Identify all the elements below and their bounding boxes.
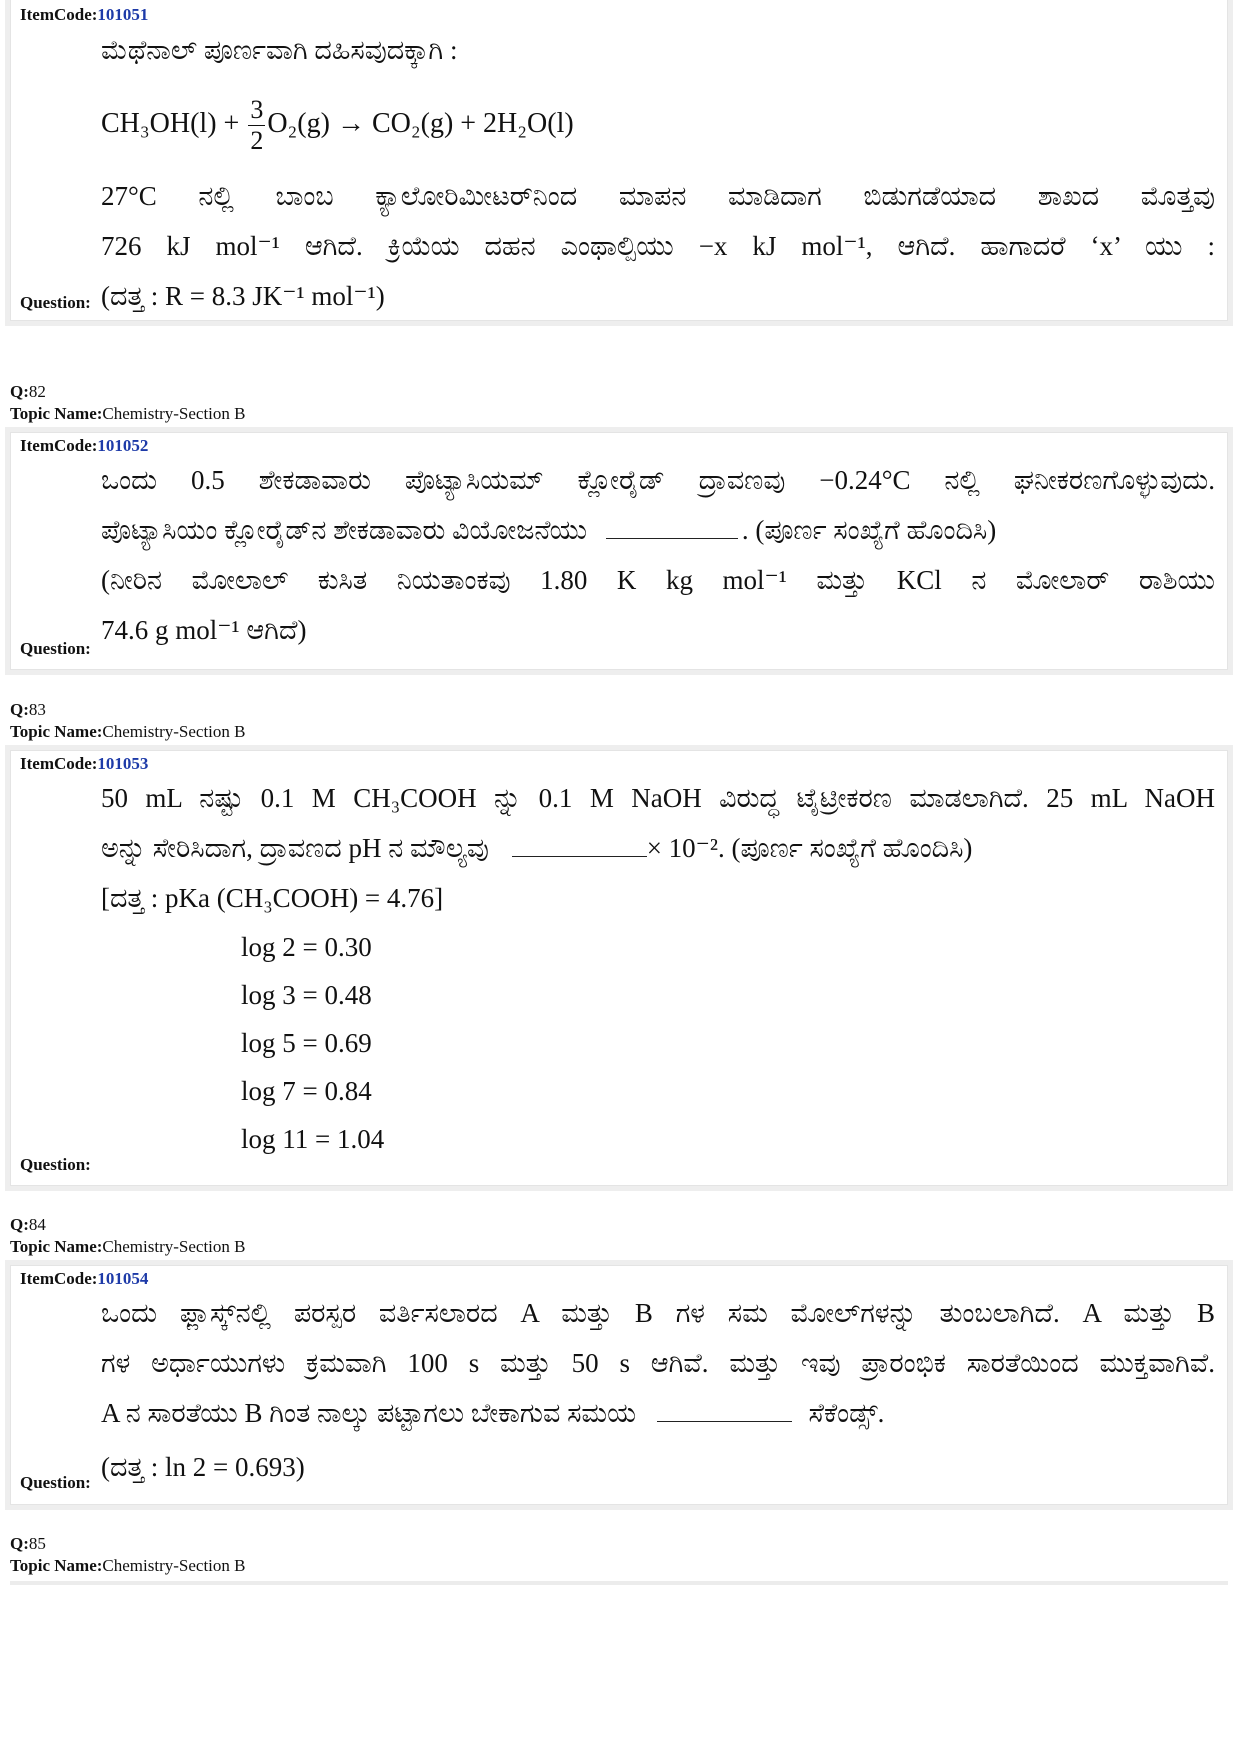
question-line: 74.6 g mol⁻¹ ಆಗಿದೆ) — [101, 615, 307, 645]
topic-row — [10, 403, 245, 425]
q-label: Q: — [10, 700, 29, 719]
question-line: ಒಂದು ಫ್ಲಾಸ್ಕ್‌ನಲ್ಲಿ ಪರಸ್ಪರ ವರ್ತಿಸಲಾರದ A ಮತ್ತು B ಗಳ ಸಮ ಮೋಲ್‌ಗಳನ್ನು ತುಂಬಲಾಗಿದೆ. A ಮತ್ತು B — [101, 1298, 1215, 1328]
question-text: ಸೆಕೆಂಡ್ಸ್. — [808, 1398, 885, 1428]
question-line-with-blank — [101, 505, 1215, 555]
question-number-row — [10, 1214, 245, 1236]
answer-blank — [606, 518, 738, 539]
item-code-value: 101053 — [97, 754, 149, 773]
question-text: . (ಪೂರ್ಣ ಸಂಖ್ಯೆಗೆ ಹೊಂದಿಸಿ) — [741, 515, 997, 545]
log-values-list — [101, 923, 1215, 1163]
question-meta-84 — [10, 1214, 245, 1258]
question-body — [101, 1288, 1215, 1492]
topic-label: Topic Name: — [10, 1556, 103, 1575]
question-number-row — [10, 381, 245, 403]
question-meta-83 — [10, 699, 245, 743]
topic-label: Topic Name: — [10, 1237, 103, 1256]
item-code-label: ItemCode: — [20, 1269, 98, 1288]
item-code-label: ItemCode: — [20, 436, 98, 455]
question-text: × 10⁻². (ಪೂರ್ಣ ಸಂಖ್ಯೆಗೆ ಹೊಂದಿಸಿ) — [646, 833, 973, 863]
question-line: (ದತ್ತ : ln 2 = 0.693) — [101, 1452, 305, 1482]
q-label: Q: — [10, 1215, 29, 1234]
question-line: 27°C ನಲ್ಲಿ ಬಾಂಬ ಕ್ಯಾಲೋರಿಮೀಟರ್‌ನಿಂದ ಮಾಪನ ಮಾಡಿದಾಗ ಬಿಡುಗಡೆಯಾದ ಶಾಖದ ಮೊತ್ತವು — [101, 181, 1215, 211]
question-body — [101, 455, 1215, 655]
question-card-101052 — [10, 432, 1228, 670]
item-code-row — [20, 754, 148, 774]
equation-fraction — [248, 97, 265, 154]
question-text: A ನ ಸಾರತೆಯು B ಗಿಂತ ನಾಲ್ಕು ಪಟ್ಟಾಗಲು ಬೇಕಾಗುವ ಸಮಯ — [101, 1398, 637, 1428]
log-value: log 2 = 0.30 — [241, 932, 372, 962]
fraction-numerator: 3 — [250, 95, 264, 125]
q-number: 83 — [28, 700, 46, 719]
q-label: Q: — [10, 382, 29, 401]
question-label: Question: — [20, 639, 91, 658]
item-code-value: 101054 — [97, 1269, 149, 1288]
item-code-label: ItemCode: — [20, 754, 98, 773]
item-code-row — [20, 5, 148, 25]
question-number-row — [10, 1533, 245, 1555]
question-line: ಒಂದು 0.5 ಶೇಕಡಾವಾರು ಪೊಟ್ಯಾಸಿಯಮ್ ಕ್ಲೋರೈಡ್ ದ್ರಾವಣವು −0.24°C ನಲ್ಲಿ ಘನೀಕರಣಗೊಳ್ಳುವುದು. — [101, 465, 1215, 495]
question-meta-85 — [10, 1533, 245, 1577]
question-card-101053 — [10, 750, 1228, 1186]
log-value: log 11 = 1.04 — [241, 1124, 385, 1154]
equation-right: O₂(g) → CO₂(g) + 2H₂O(l) — [267, 108, 574, 139]
question-body — [101, 773, 1215, 1163]
question-card-101051 — [10, 0, 1228, 321]
item-code-value: 101051 — [97, 5, 149, 24]
log-value: log 7 = 0.84 — [241, 1076, 372, 1106]
q-number: 85 — [28, 1534, 46, 1553]
topic-row — [10, 1236, 245, 1258]
q-number: 82 — [28, 382, 46, 401]
question-body — [101, 25, 1215, 321]
next-card-edge — [10, 1581, 1228, 1585]
topic-name: Chemistry-Section B — [102, 1556, 246, 1575]
question-text: ಪೊಟ್ಯಾಸಿಯಂ ಕ್ಲೋರೈಡ್‌ನ ಶೇಕಡಾವಾರು ವಿಯೋಜನೆಯು — [101, 515, 588, 545]
question-line: ಗಳ ಅರ್ಧಾಯುಗಳು ಕ್ರಮವಾಗಿ 100 s ಮತ್ತು 50 s ಆಗಿವೆ. ಮತ್ತು ಇವು ಪ್ರಾರಂಭಿಕ ಸಾರತೆಯಿಂದ ಮುಕ್ತವಾಗಿವೆ. — [101, 1348, 1215, 1378]
topic-row — [10, 1555, 245, 1577]
question-line: 50 mL ನಷ್ಟು 0.1 M CH₃COOH ನ್ನು 0.1 M NaOH ವಿರುದ್ಧ ಟೈಟ್ರೀಕರಣ ಮಾಡಲಾಗಿದೆ. 25 mL NaOH — [101, 783, 1215, 813]
answer-blank — [512, 836, 647, 857]
q-label: Q: — [10, 1534, 29, 1553]
question-label: Question: — [20, 1155, 91, 1174]
equation-left: CH₃OH(l) + — [101, 108, 240, 139]
equation — [101, 89, 1215, 159]
topic-label: Topic Name: — [10, 722, 103, 741]
question-line-with-blank — [101, 1388, 1215, 1438]
item-code-row — [20, 436, 148, 456]
question-line-with-blank — [101, 823, 1215, 873]
item-code-label: ItemCode: — [20, 5, 98, 24]
topic-label: Topic Name: — [10, 404, 103, 423]
question-meta-82 — [10, 381, 245, 425]
question-line: (ದತ್ತ : R = 8.3 JK⁻¹ mol⁻¹) — [101, 281, 385, 311]
question-number-row — [10, 699, 245, 721]
topic-name: Chemistry-Section B — [102, 722, 246, 741]
question-line: 726 kJ mol⁻¹ ಆಗಿದೆ. ಕ್ರಿಯೆಯ ದಹನ ಎಂಥಾಲ್ಪಿಯು −x kJ mol⁻¹, ಆಗಿದೆ. ಹಾಗಾದರೆ ‘x’ ಯು : — [101, 231, 1215, 261]
answer-blank — [657, 1401, 792, 1422]
question-card-101054 — [10, 1265, 1228, 1505]
fraction-denominator: 2 — [250, 126, 264, 156]
item-code-row — [20, 1269, 148, 1289]
question-label: Question: — [20, 1473, 91, 1492]
item-code-value: 101052 — [97, 436, 149, 455]
question-label: Question: — [20, 293, 91, 312]
topic-name: Chemistry-Section B — [102, 404, 246, 423]
question-line: (ನೀರಿನ ಮೋಲಾಲ್ ಕುಸಿತ ನಿಯತಾಂಕವು 1.80 K kg mol⁻¹ ಮತ್ತು KCl ನ ಮೋಲಾರ್ ರಾಶಿಯು — [101, 565, 1215, 595]
log-value: log 3 = 0.48 — [241, 980, 372, 1010]
q-number: 84 — [28, 1215, 46, 1234]
topic-row — [10, 721, 245, 743]
question-line: [ದತ್ತ : pKa (CH₃COOH) = 4.76] — [101, 883, 444, 913]
question-line: ಮೆಥೆನಾಲ್ ಪೂರ್ಣವಾಗಿ ದಹಿಸವುದಕ್ಕಾಗಿ : — [101, 35, 458, 65]
topic-name: Chemistry-Section B — [102, 1237, 246, 1256]
log-value: log 5 = 0.69 — [241, 1028, 372, 1058]
question-text: ಅನ್ನು ಸೇರಿಸಿದಾಗ, ದ್ರಾವಣದ pH ನ ಮೌಲ್ಯವು — [101, 833, 489, 863]
